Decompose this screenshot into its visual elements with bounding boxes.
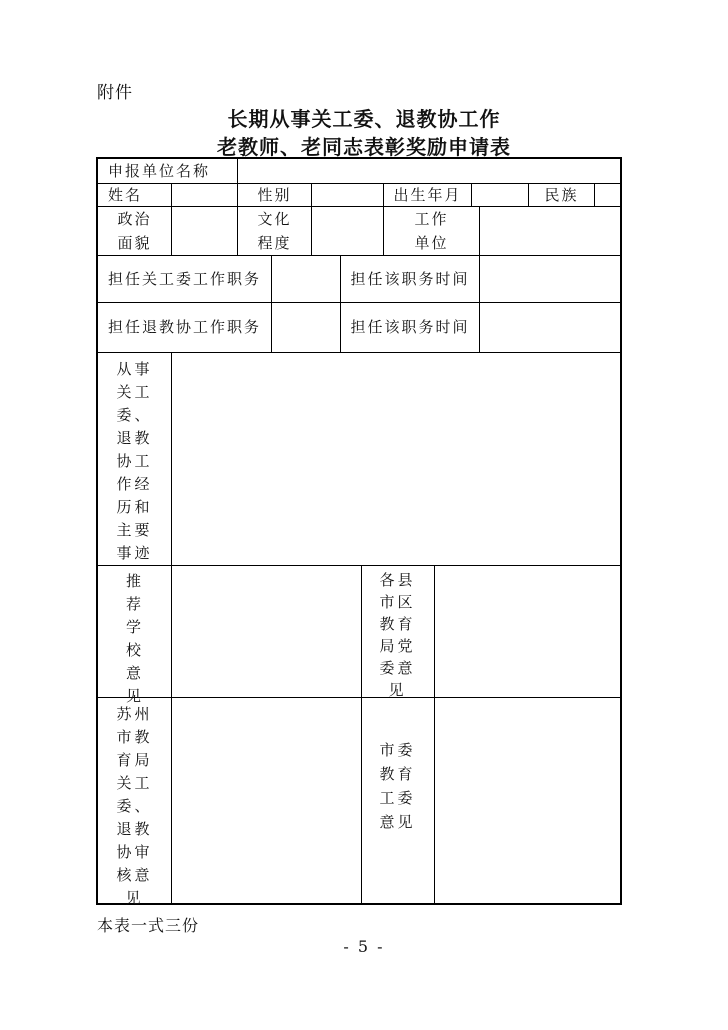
label-political-line1: 政治 [117,209,152,228]
label-education-line2: 程度 [257,233,292,252]
label-experience-text: 从事关工委、退教协工作经历和主要事迹 [116,360,153,562]
label-gwc-position: 担任关工委工作职务 [108,269,262,288]
label-political [98,206,171,255]
field-name[interactable] [172,183,237,206]
label-education-line1: 文化 [257,209,292,228]
field-ethnicity[interactable] [595,183,620,206]
field-retired-time[interactable] [480,302,620,352]
form-title-line2: 老教师、老同志表彰奖励申请表 [217,135,511,159]
field-gwc-time[interactable] [480,255,620,302]
field-work-unit[interactable] [480,206,620,255]
label-gwc-time: 担任该职务时间 [350,269,470,288]
label-county-opinion-text: 各县市区教育局党委意见 [379,571,416,699]
field-gwc-position[interactable] [272,255,340,302]
label-gender: 性别 [257,185,292,204]
label-work-unit [384,206,479,255]
label-county-opinion [361,565,434,697]
label-unit-name: 申报单位名称 [108,162,211,180]
footer-note: 本表一式三份 [97,916,200,935]
field-retired-position[interactable] [272,302,340,352]
label-birth: 出生年月 [393,185,462,204]
label-name: 姓名 [108,185,143,204]
label-education [238,206,311,255]
label-experience [98,352,171,565]
label-retired-position: 担任退教协工作职务 [108,318,262,336]
field-unit-name[interactable] [238,159,620,183]
label-work-unit-line1: 工作 [414,209,449,228]
field-education[interactable] [312,206,383,255]
label-city-committee-opinion-text: 市委教育工委意见 [379,741,416,831]
label-retired-time: 担任该职务时间 [350,318,470,336]
field-county-opinion[interactable] [435,565,620,697]
field-experience[interactable] [172,352,620,565]
field-birth[interactable] [472,183,528,206]
label-suzhou-opinion [98,697,171,905]
application-form-table [96,157,622,905]
field-school-opinion[interactable] [172,565,361,697]
page-number: - 5 - [343,937,385,956]
label-suzhou-opinion-text: 苏州市教育局关工委、退教协审核意见 [116,705,153,907]
form-title-line1: 长期从事关工委、退教协工作 [227,107,501,131]
label-school-opinion [98,565,171,705]
label-work-unit-line2: 单位 [414,233,449,252]
label-political-line2: 面貌 [117,233,152,252]
label-school-opinion-text: 推荐学校意见 [125,572,143,705]
field-political[interactable] [172,206,237,255]
field-suzhou-opinion[interactable] [172,697,361,905]
attachment-label: 附件 [97,83,133,103]
field-gender[interactable] [312,183,383,206]
label-ethnicity: 民族 [544,185,579,204]
label-city-committee-opinion [361,697,434,905]
field-city-committee-opinion[interactable] [435,697,620,905]
